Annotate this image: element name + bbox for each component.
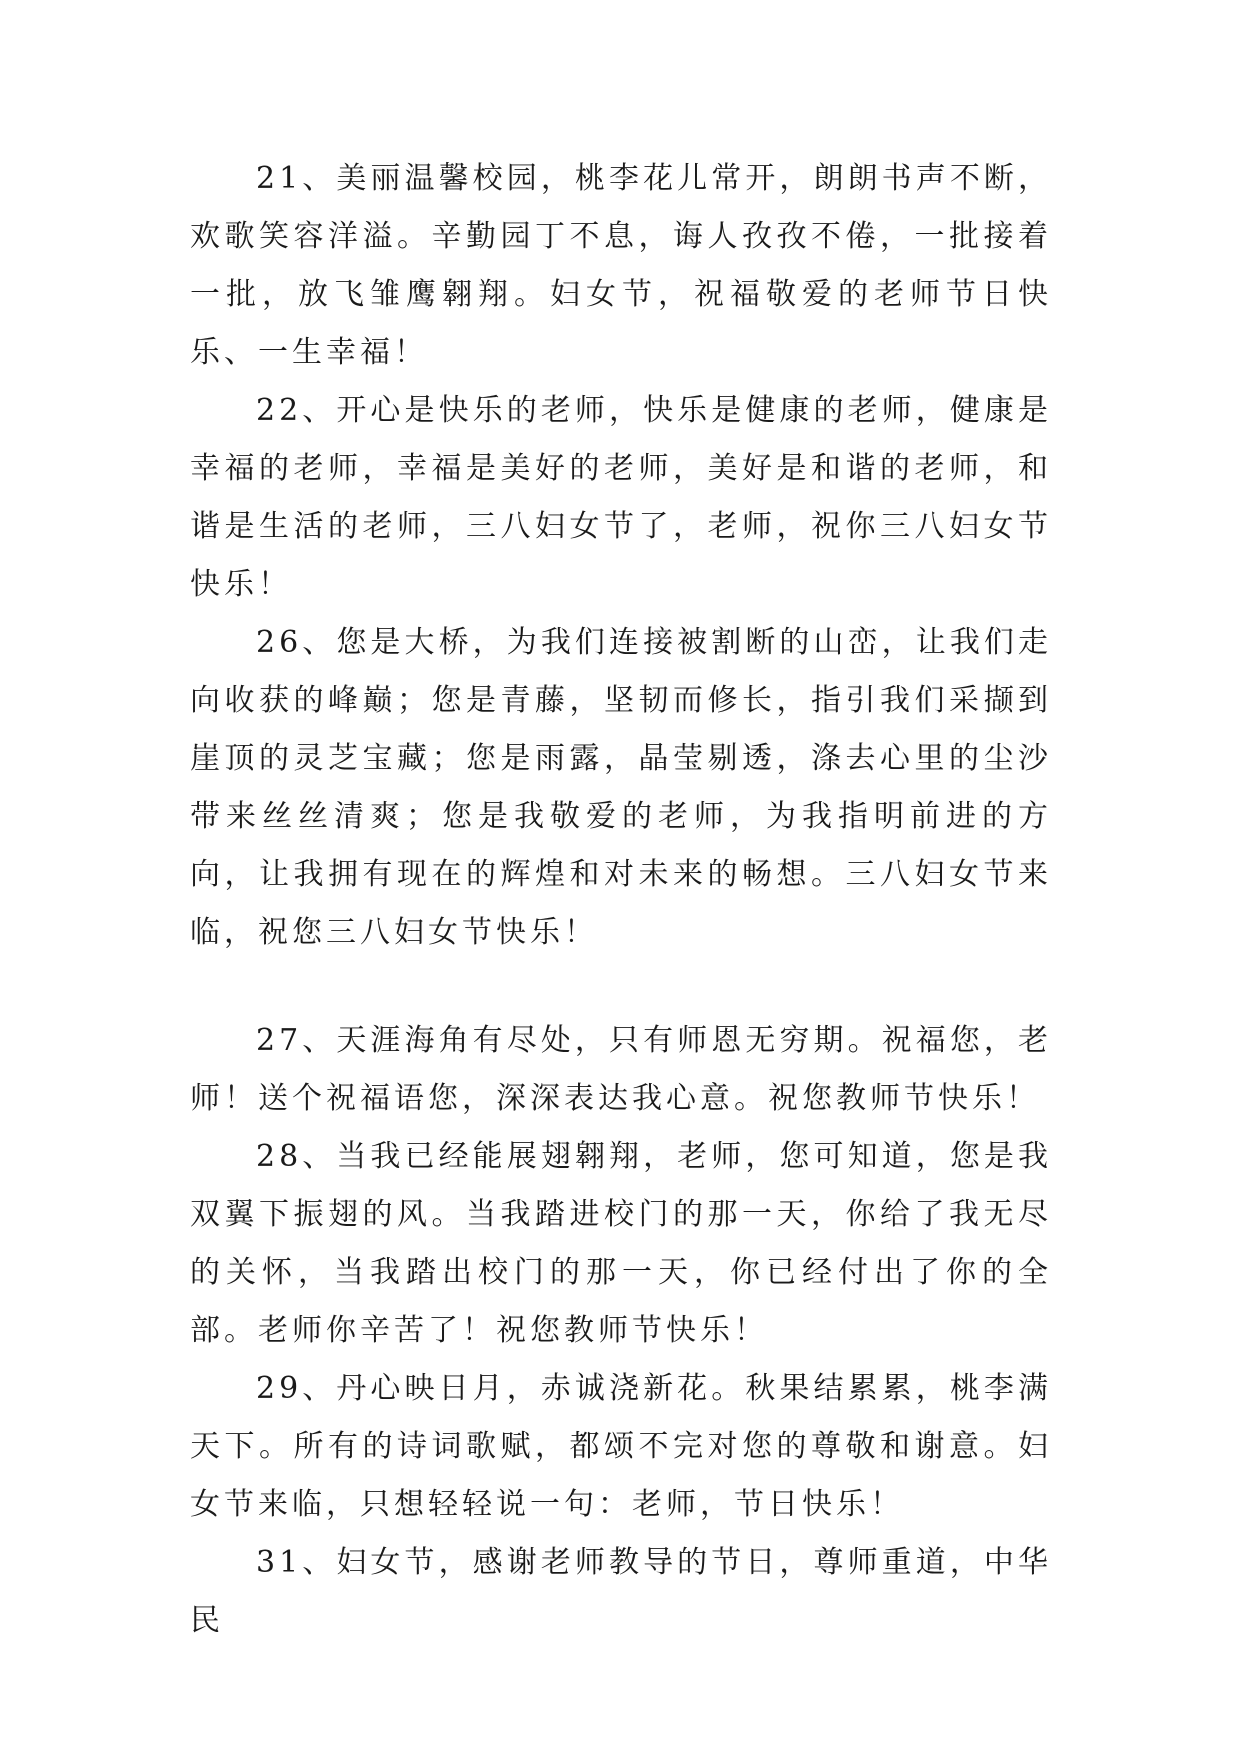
paragraph-29: 29、丹心映日月，赤诚浇新花。秋果结累累，桃李满天下。所有的诗词歌赋，都颂不完对您的尊敬和谢意。妇女节来临，只想轻轻说一句：老师，节日快乐！ bbox=[190, 1371, 1052, 1522]
paragraph-28: 28、当我已经能展翅翱翔，老师，您可知道，您是我双翼下振翅的风。当我踏进校门的那一天，你给了我无尽的关怀，当我踏出校门的那一天，你已经付出了你的全部。老师你辛苦了！祝您教师节快乐！ bbox=[190, 1139, 1052, 1348]
paragraph-31: 31、妇女节，感谢老师教导的节日，尊师重道，中华民 bbox=[190, 1545, 1052, 1638]
paragraph-26: 26、您是大桥，为我们连接被割断的山峦，让我们走向收获的峰巅；您是青藤，坚韧而修长，指引我们采撷到崖顶的灵芝宝藏；您是雨露，晶莹剔透，涤去心里的尘沙带来丝丝清爽；您是我敬爱的老师，为我指明前进的方向，让我拥有现在的辉煌和对未来的畅想。三八妇女节来临，祝您三八妇女节快乐！ bbox=[190, 625, 1052, 950]
paragraph-22: 22、开心是快乐的老师，快乐是健康的老师，健康是幸福的老师，幸福是美好的老师，美好是和谐的老师，和谐是生活的老师，三八妇女节了，老师，祝你三八妇女节快乐！ bbox=[190, 393, 1052, 602]
paragraph-21: 21、美丽温馨校园，桃李花儿常开，朗朗书声不断，欢歌笑容洋溢。辛勤园丁不息，诲人孜孜不倦，一批接着一批，放飞雏鹰翱翔。妇女节，祝福敬爱的老师节日快乐、一生幸福！ bbox=[190, 161, 1052, 370]
paragraph-27: 27、天涯海角有尽处，只有师恩无穷期。祝福您，老师！送个祝福语您，深深表达我心意。祝您教师节快乐！ bbox=[190, 1023, 1052, 1116]
document-body bbox=[190, 150, 1052, 1650]
